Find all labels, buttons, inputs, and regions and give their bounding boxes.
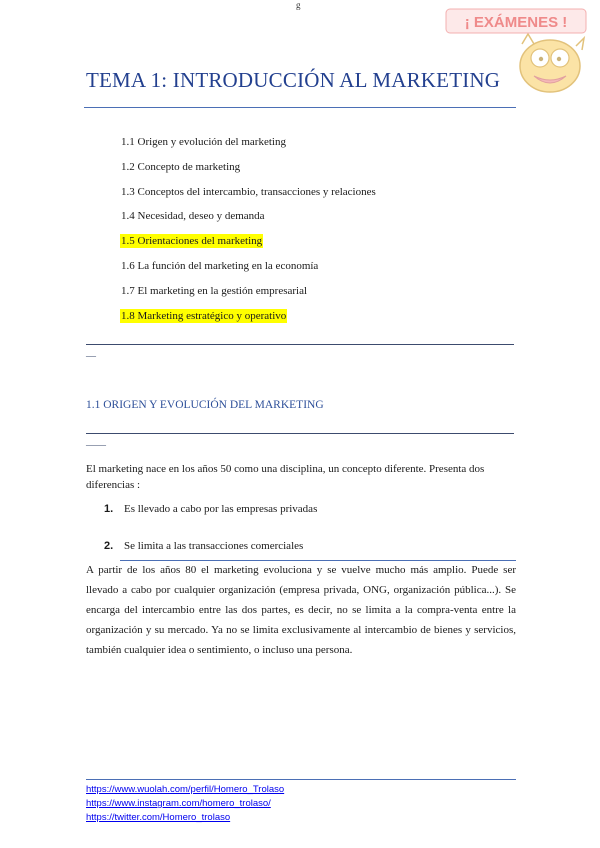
toc-item[interactable] xyxy=(120,232,377,257)
wuolah-link[interactable]: https://www.wuolah.com/perfil/Homero_Trolaso xyxy=(86,784,285,795)
toc-item[interactable] xyxy=(120,183,377,208)
table-of-contents xyxy=(120,133,377,331)
list-text: Es llevado a cabo por las empresas privadas xyxy=(124,503,318,515)
list-item xyxy=(104,503,317,515)
toc-item[interactable] xyxy=(120,307,377,332)
separator-dash: — xyxy=(86,351,96,362)
cartoon-character-icon xyxy=(520,34,584,92)
toc-item[interactable] xyxy=(120,282,377,307)
logo-text: ¡ EXÁMENES ! xyxy=(464,14,568,31)
title-underline xyxy=(84,107,516,108)
page-title: TEMA 1: INTRODUCCIÓN AL MARKETING xyxy=(86,68,501,92)
body-paragraph: A partir de los años 80 el marketing evoluciona y se vuelve mucho más amplio. Puede ser llevado a cabo por cualquier organización (empresa privada, ONG, organización pública...). Se encarga del intercambio entre las dos partes, es decir, no se limita a la compra-venta entre la organización y su mercado. Ya no se limita exclusivamente al intercambio de bienes y servicios, también cualquier idea o sentimiento, o incluso una persona. xyxy=(86,564,516,656)
twitter-link[interactable]: https://twitter.com/Homero_trolaso xyxy=(86,812,231,823)
toc-item-label-highlighted: 1.5 Orientaciones del marketing xyxy=(121,235,263,248)
page-mark: g xyxy=(296,0,301,10)
list-text: Se limita a las transacciones comerciales xyxy=(124,540,304,552)
toc-item-label: 1.4 Necesidad, deseo y demanda xyxy=(121,210,265,223)
list-number: 2. xyxy=(104,540,114,552)
separator-dash: —— xyxy=(86,440,106,451)
intro-paragraph: El marketing nace en los años 50 como una disciplina, un concepto diferente. Presenta dos diferencias : xyxy=(86,463,485,491)
list-number: 1. xyxy=(104,503,114,515)
toc-item[interactable] xyxy=(120,257,377,282)
toc-item-label: 1.2 Concepto de marketing xyxy=(121,160,241,173)
list-item xyxy=(104,540,303,552)
footer-rule xyxy=(86,779,516,780)
toc-item-label-highlighted: 1.8 Marketing estratégico y operativo xyxy=(121,309,287,322)
toc-item[interactable] xyxy=(120,207,377,232)
footer-links xyxy=(86,783,284,825)
toc-item-label: 1.6 La función del marketing en la economía xyxy=(121,259,319,272)
separator-line xyxy=(86,344,514,345)
toc-item-label: 1.7 El marketing en la gestión empresarial xyxy=(121,284,308,297)
toc-item-label: 1.3 Conceptos del intercambio, transacciones y relaciones xyxy=(121,185,376,198)
toc-item[interactable] xyxy=(120,158,377,183)
section-heading: 1.1 ORIGEN Y EVOLUCIÓN DEL MARKETING xyxy=(86,399,324,411)
toc-item-label: 1.1 Origen y evolución del marketing xyxy=(121,136,286,148)
instagram-link[interactable]: https://www.instagram.com/homero_trolaso/ xyxy=(86,798,271,809)
separator-line xyxy=(86,433,514,434)
toc-item[interactable] xyxy=(120,133,377,158)
